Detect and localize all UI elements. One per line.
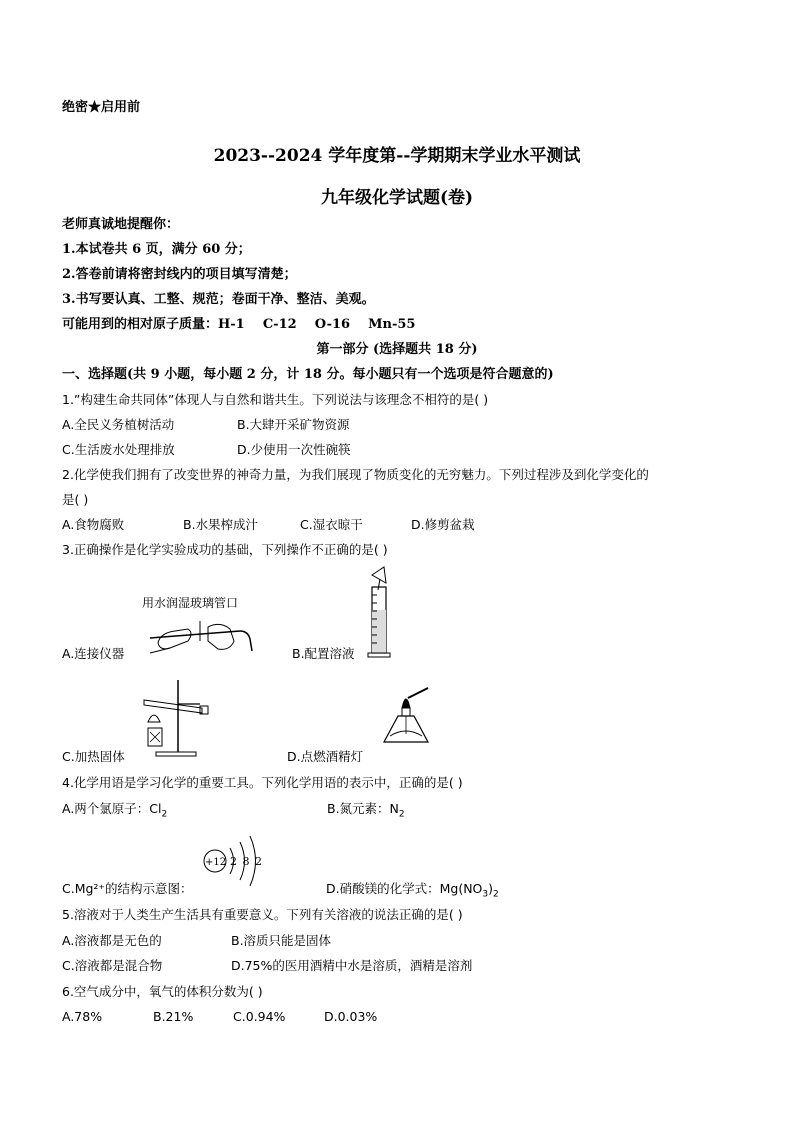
exam-subtitle: 九年级化学试题(卷) (320, 188, 474, 208)
q4-option-b-text: B.氮元素：N (327, 801, 399, 816)
q3-option-c: C.加热固体 (62, 749, 125, 764)
q5-option-b: B.溶质只能是固体 (231, 933, 332, 948)
q3-figure-a (130, 593, 270, 663)
q4-option-d-text: D.硝酸镁的化学式：Mg(NO (326, 881, 483, 896)
exam-title: 2023--2024 学年度第--学期期末学业水平测试 (213, 146, 581, 166)
q6-stem: 6.空气成分中，氧气的体积分数为( ) (62, 984, 263, 999)
nucleus-charge: +12 (205, 857, 227, 868)
q1-stem: 1.”构建生命共同体”体现人与自然和谐共生。下列说法与该理念不相符的是( ) (62, 392, 489, 407)
q3-figure-b (362, 565, 402, 660)
q4-option-d-close: ) (488, 881, 494, 896)
electron-shells: 2 8 2 (230, 855, 263, 868)
q6-option-d: D.0.03% (324, 1009, 378, 1024)
q3-figure-d (376, 686, 436, 750)
q3-option-d: D.点燃酒精灯 (287, 749, 364, 764)
q6-option-a: A.78% (62, 1009, 103, 1024)
q4-option-b-sub: 2 (398, 809, 405, 820)
q2-stem-line1: 2.化学使我们拥有了改变世界的神奇力量，为我们展现了物质变化的无穷魅力。下列过程涉及到化学变化的 (62, 467, 649, 482)
notice-item-3: 3.书写要认真、工整、规范；卷面干净、整洁、美观。 (62, 292, 375, 307)
atomic-mass-line: 可能用到的相对原子质量：H-1 C-12 O-16 Mn-55 (62, 317, 416, 332)
q1-option-b: B.大肆开采矿物资源 (237, 417, 350, 432)
q3-option-a: A.连接仪器 (62, 646, 125, 661)
q5-option-d: D.75%的医用酒精中水是溶质，酒精是溶剂 (231, 958, 473, 973)
q1-option-d: D.少使用一次性碗筷 (237, 442, 351, 457)
q6-option-c: C.0.94% (233, 1009, 286, 1024)
q4-option-a-text: A.两个氯原子：Cl (62, 801, 162, 816)
q2-option-b: B.水果榨成汁 (183, 517, 259, 532)
q4-stem: 4.化学用语是学习化学的重要工具。下列化学用语的表示中，正确的是( ) (62, 775, 463, 790)
q2-option-a: A.食物腐败 (62, 517, 125, 532)
q6-option-b: B.21% (153, 1009, 194, 1024)
notice-heading: 老师真诚地提醒你： (62, 217, 180, 232)
notice-item-2: 2.答卷前请将密封线内的项目填写清楚； (62, 267, 297, 282)
q4-option-a (62, 800, 167, 824)
q3-option-b: B.配置溶液 (292, 646, 355, 661)
q2-stem-line2: 是( ) (62, 492, 89, 507)
q4-option-d-sub: 3 (482, 889, 489, 900)
part1-heading: 第一部分 (选择题共 18 分) (316, 342, 478, 357)
q5-stem: 5.溶液对于人类生产生活具有重要意义。下列有关溶液的说法正确的是( ) (62, 907, 463, 922)
q1-option-c: C.生活废水处理排放 (62, 442, 175, 457)
q4-option-c: C.Mg²⁺的结构示意图： (62, 881, 193, 896)
mg-ion-structure-diagram (200, 832, 270, 890)
q4-option-d-sub2: 2 (493, 889, 499, 900)
q2-option-c: C.湿衣晾干 (300, 517, 363, 532)
q4-option-b (327, 800, 405, 824)
q3-figure-a-label: 用水润湿玻璃管口 (142, 596, 239, 610)
q2-option-d: D.修剪盆栽 (411, 517, 475, 532)
q5-option-c: C.溶液都是混合物 (62, 958, 163, 973)
q1-option-a: A.全民义务植树活动 (62, 417, 175, 432)
q5-option-a: A.溶液都是无色的 (62, 933, 162, 948)
q4-option-d (326, 880, 499, 904)
confidential-mark: 绝密★启用前 (62, 100, 141, 115)
q3-figure-c (138, 678, 212, 758)
q3-stem: 3.正确操作是化学实验成功的基础，下列操作不正确的是( ) (62, 542, 388, 557)
notice-item-1: 1.本试卷共 6 页，满分 60 分； (62, 242, 251, 257)
q4-option-a-sub: 2 (161, 809, 168, 820)
section-heading: 一、选择题(共 9 小题，每小题 2 分，计 18 分。每小题只有一个选项是符合题意的) (62, 367, 554, 382)
